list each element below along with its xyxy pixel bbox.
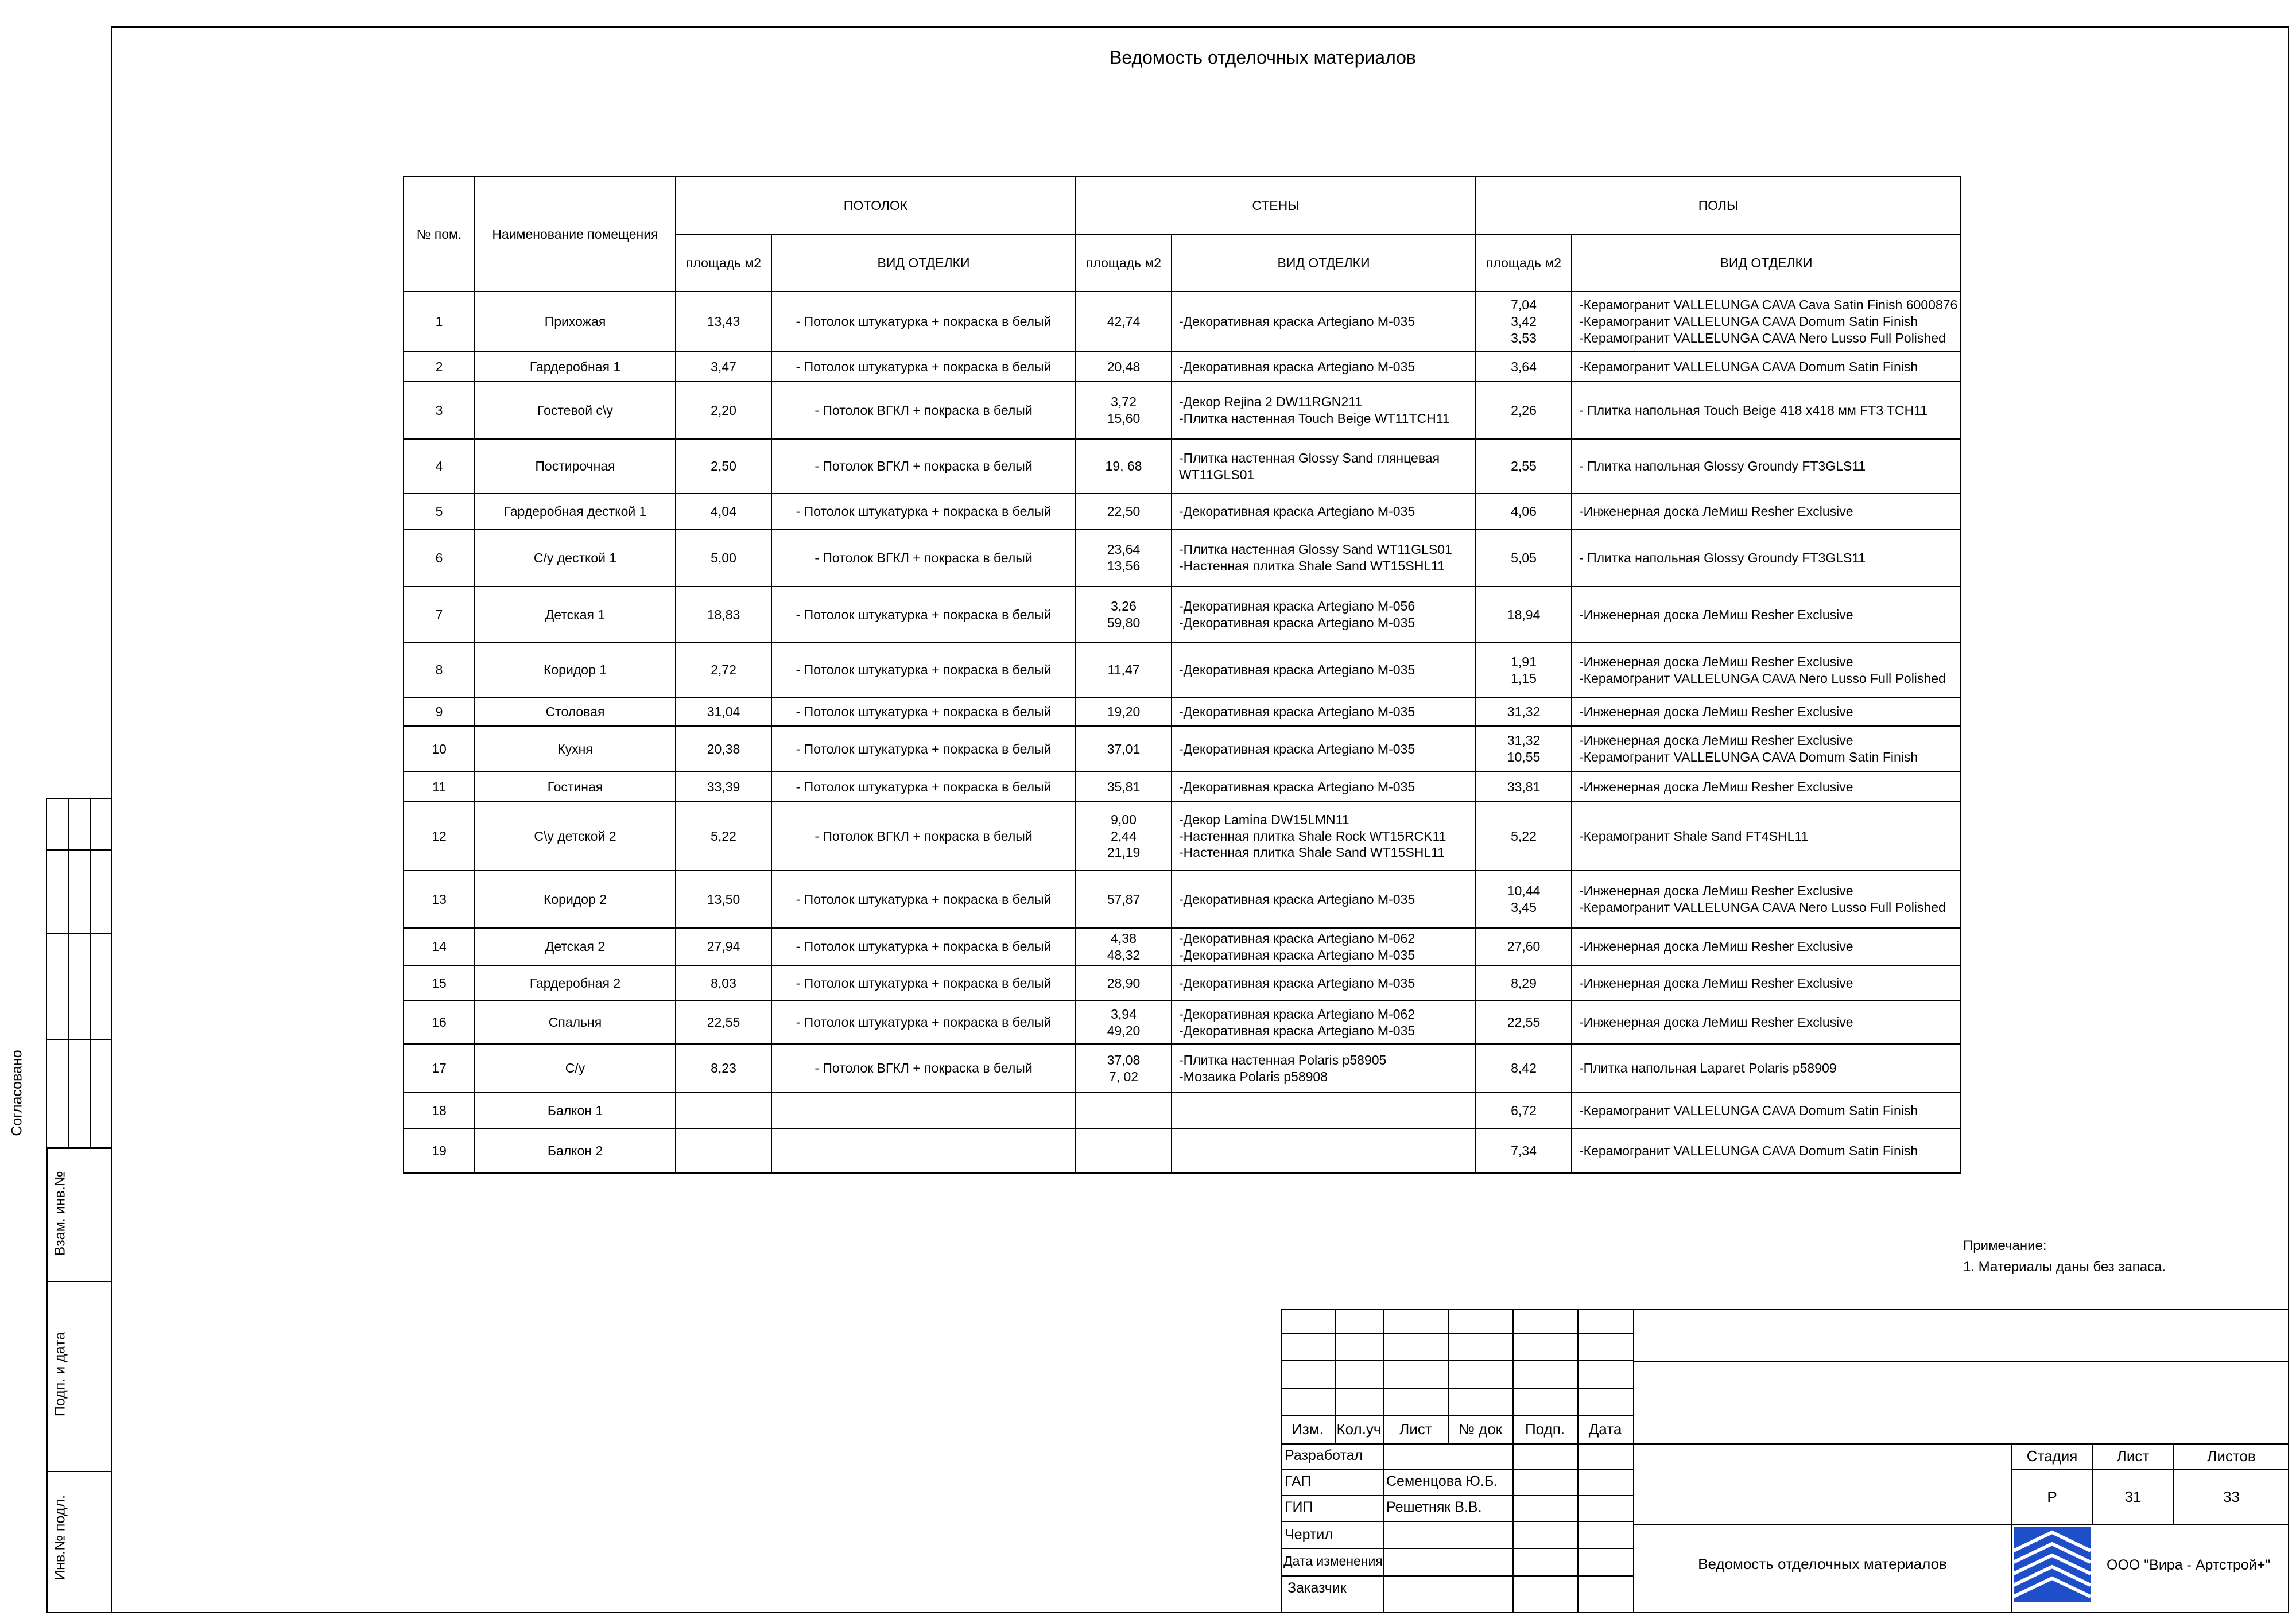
- table-row: [404, 439, 1961, 494]
- cell-walls-finish: -Декоративная краска Artegiano M-035: [1172, 697, 1476, 726]
- table-row: [404, 587, 1961, 643]
- cell-ceiling-finish: - Потолок штукатурка + покраска в белый: [771, 772, 1076, 802]
- cell-room-number: 5: [404, 494, 475, 529]
- cell-floors-finish: -Инженерная доска ЛеМиш Resher Exclusive: [1572, 697, 1961, 726]
- cell-ceiling-area: 5,00: [676, 529, 771, 587]
- cell-room-number: 15: [404, 965, 475, 1001]
- table-row: [404, 382, 1961, 439]
- cell-ceiling-area: 13,50: [676, 871, 771, 928]
- stamp-role-drawn: Чертил: [1285, 1527, 1333, 1543]
- cell-ceiling-finish: - Потолок штукатурка + покраска в белый: [771, 494, 1076, 529]
- cell-floors-area: 3,64: [1476, 352, 1572, 382]
- cell-room-number: 17: [404, 1044, 475, 1093]
- cell-floors-finish: -Керамогранит Shale Sand FT4SHL11: [1572, 802, 1961, 871]
- stamp-sheet-label: Лист: [2116, 1447, 2150, 1465]
- cell-floors-finish: -Плитка напольная Laparet Polaris p58909: [1572, 1044, 1961, 1093]
- header-room-name: Наименование помещения: [475, 177, 676, 292]
- cell-walls-area: 19, 68: [1076, 439, 1172, 494]
- cell-room-name: Детская 1: [475, 587, 676, 643]
- cell-walls-area: [1076, 1128, 1172, 1173]
- cell-floors-finish: -Керамогранит VALLELUNGA CAVA Domum Satin Finish: [1572, 352, 1961, 382]
- cell-floors-finish: -Инженерная доска ЛеМиш Resher Exclusive: [1572, 965, 1961, 1001]
- cell-walls-area: 37,01: [1076, 726, 1172, 772]
- stamp-drawing-title: Ведомость отделочных материалов: [1698, 1555, 1947, 1572]
- stamp-role-developer: Разработал: [1285, 1447, 1363, 1463]
- stamp-sheets-label: Листов: [2207, 1447, 2256, 1465]
- cell-floors-finish: -Керамогранит VALLELUNGA CAVA Domum Satin Finish: [1572, 1093, 1961, 1128]
- table-row: [404, 772, 1961, 802]
- cell-ceiling-finish: - Потолок штукатурка + покраска в белый: [771, 697, 1076, 726]
- cell-walls-finish: -Декоративная краска Artegiano M-035: [1172, 772, 1476, 802]
- cell-walls-area: 3,94 49,20: [1076, 1001, 1172, 1044]
- cell-room-name: Детская 2: [475, 928, 676, 965]
- finishing-schedule-table: [403, 176, 1961, 1174]
- table-row: [404, 697, 1961, 726]
- stamp-stage-value: Р: [2047, 1488, 2057, 1505]
- header-ceiling-finish: ВИД ОТДЕЛКИ: [771, 234, 1076, 292]
- cell-room-number: 9: [404, 697, 475, 726]
- cell-room-name: Коридор 2: [475, 871, 676, 928]
- table-row: [404, 494, 1961, 529]
- table-row: [404, 871, 1961, 928]
- cell-ceiling-area: 8,03: [676, 965, 771, 1001]
- cell-floors-area: 31,32: [1476, 697, 1572, 726]
- cell-room-number: 14: [404, 928, 475, 965]
- cell-walls-area: 20,48: [1076, 352, 1172, 382]
- stamp-col-sign: Подп.: [1525, 1420, 1565, 1438]
- cell-walls-finish: -Плитка настенная Polaris p58905 -Мозаика Polaris p58908: [1172, 1044, 1476, 1093]
- cell-walls-finish: -Декоративная краска Artegiano M-056 -Декоративная краска Artegiano M-035: [1172, 587, 1476, 643]
- cell-floors-area: 7,04 3,42 3,53: [1476, 292, 1572, 352]
- cell-walls-finish: -Декоративная краска Artegiano M-035: [1172, 965, 1476, 1001]
- cell-walls-finish: -Декоративная краска Artegiano M-035: [1172, 726, 1476, 772]
- table-row: [404, 726, 1961, 772]
- cell-walls-finish: -Плитка настенная Glossy Sand глянцевая WT11GLS01: [1172, 439, 1476, 494]
- cell-room-name: Столовая: [475, 697, 676, 726]
- cell-ceiling-area: 27,94: [676, 928, 771, 965]
- company-logo: [2014, 1527, 2091, 1602]
- table-row: [404, 292, 1961, 352]
- cell-ceiling-area: 8,23: [676, 1044, 771, 1093]
- cell-walls-area: 3,26 59,80: [1076, 587, 1172, 643]
- stamp-role-customer: Заказчик: [1287, 1580, 1347, 1596]
- stamp-col-sheet: Лист: [1399, 1420, 1432, 1438]
- cell-walls-finish: -Декор Rejina 2 DW11RGN211 -Плитка настенная Touch Beige WT11TCH11: [1172, 382, 1476, 439]
- cell-floors-finish: -Инженерная доска ЛеМиш Resher Exclusive: [1572, 1001, 1961, 1044]
- cell-ceiling-finish: - Потолок штукатурка + покраска в белый: [771, 587, 1076, 643]
- cell-ceiling-area: 2,72: [676, 643, 771, 697]
- stamp-company: ООО "Вира - Артстрой+": [2107, 1557, 2271, 1573]
- cell-ceiling-finish: - Потолок штукатурка + покраска в белый: [771, 871, 1076, 928]
- cell-room-number: 12: [404, 802, 475, 871]
- cell-room-number: 3: [404, 382, 475, 439]
- cell-room-number: 8: [404, 643, 475, 697]
- cell-room-number: 6: [404, 529, 475, 587]
- cell-walls-area: 9,00 2,44 21,19: [1076, 802, 1172, 871]
- cell-room-number: 10: [404, 726, 475, 772]
- cell-floors-area: 6,72: [1476, 1093, 1572, 1128]
- page-title: Ведомость отделочных материалов: [1110, 47, 1416, 68]
- cell-walls-area: 23,64 13,56: [1076, 529, 1172, 587]
- cell-room-name: Гардеробная 2: [475, 965, 676, 1001]
- cell-floors-finish: -Инженерная доска ЛеМиш Resher Exclusive -Керамогранит VALLELUNGA CAVA Nero Lusso Full Polished: [1572, 871, 1961, 928]
- cell-floors-finish: -Инженерная доска ЛеМиш Resher Exclusive: [1572, 772, 1961, 802]
- cell-room-number: 13: [404, 871, 475, 928]
- cell-ceiling-finish: - Потолок ВГКЛ + покраска в белый: [771, 529, 1076, 587]
- sign-date-label: Подп. и дата: [52, 1331, 68, 1417]
- table-row: [404, 1128, 1961, 1173]
- cell-ceiling-finish: - Потолок штукатурка + покраска в белый: [771, 292, 1076, 352]
- stamp-role-change-date: Дата изменения: [1283, 1554, 1383, 1568]
- cell-ceiling-finish: - Потолок ВГКЛ + покраска в белый: [771, 1044, 1076, 1093]
- inv-replace-label: Взам. инв.№: [52, 1171, 68, 1256]
- cell-floors-finish: -Керамогранит VALLELUNGA CAVA Cava Satin Finish 6000876 -Керамогранит VALLELUNGA CAVA Domum Satin Finish -Керамогранит VALLELUNGA CAVA Nero Lusso Full Polished: [1572, 292, 1961, 352]
- cell-floors-area: 2,55: [1476, 439, 1572, 494]
- cell-ceiling-area: [676, 1093, 771, 1128]
- cell-room-name: Гостевой с\у: [475, 382, 676, 439]
- cell-walls-finish: -Декоративная краска Artegiano M-062 -Декоративная краска Artegiano M-035: [1172, 928, 1476, 965]
- cell-walls-finish: -Декоративная краска Artegiano M-062 -Декоративная краска Artegiano M-035: [1172, 1001, 1476, 1044]
- cell-room-name: Балкон 1: [475, 1093, 676, 1128]
- cell-walls-finish: -Декоративная краска Artegiano M-035: [1172, 292, 1476, 352]
- cell-ceiling-area: 3,47: [676, 352, 771, 382]
- note: [1963, 1235, 2166, 1278]
- table-row: [404, 802, 1961, 871]
- cell-walls-area: 57,87: [1076, 871, 1172, 928]
- table-row: [404, 928, 1961, 965]
- cell-walls-finish: -Декоративная краска Artegiano M-035: [1172, 871, 1476, 928]
- note-text: 1. Материалы даны без запаса.: [1963, 1259, 2166, 1275]
- table-row: [404, 1001, 1961, 1044]
- cell-floors-finish: -Инженерная доска ЛеМиш Resher Exclusive: [1572, 928, 1961, 965]
- cell-ceiling-finish: - Потолок штукатурка + покраска в белый: [771, 726, 1076, 772]
- cell-ceiling-area: 2,20: [676, 382, 771, 439]
- cell-room-number: 18: [404, 1093, 475, 1128]
- table-row: [404, 1093, 1961, 1128]
- table-row: [404, 352, 1961, 382]
- stamp-col-doc: № док: [1458, 1420, 1503, 1438]
- cell-floors-area: 4,06: [1476, 494, 1572, 529]
- stamp-col-date: Дата: [1588, 1420, 1622, 1438]
- finishing-schedule-rows: [404, 292, 1961, 1173]
- cell-floors-area: 18,94: [1476, 587, 1572, 643]
- cell-ceiling-area: 22,55: [676, 1001, 771, 1044]
- cell-walls-area: 42,74: [1076, 292, 1172, 352]
- cell-walls-finish: -Декор Lamina DW15LMN11 -Настенная плитка Shale Rock WT15RCK11 -Настенная плитка Shale Sand WT15SHL11: [1172, 802, 1476, 871]
- table-row: [404, 643, 1961, 697]
- stamp-name-gip: Решетняк В.В.: [1386, 1499, 1482, 1515]
- cell-walls-finish: [1172, 1093, 1476, 1128]
- cell-floors-area: 33,81: [1476, 772, 1572, 802]
- header-walls-area: площадь м2: [1076, 234, 1172, 292]
- cell-room-number: 16: [404, 1001, 475, 1044]
- cell-room-name: С/у: [475, 1044, 676, 1093]
- cell-floors-finish: -Инженерная доска ЛеМиш Resher Exclusive: [1572, 494, 1961, 529]
- cell-ceiling-finish: - Потолок штукатурка + покраска в белый: [771, 965, 1076, 1001]
- header-floors: ПОЛЫ: [1476, 177, 1961, 234]
- cell-floors-finish: - Плитка напольная Glossy Groundy FT3GLS11: [1572, 529, 1961, 587]
- header-walls: СТЕНЫ: [1076, 177, 1476, 234]
- cell-ceiling-finish: - Потолок ВГКЛ + покраска в белый: [771, 439, 1076, 494]
- table-row: [404, 1044, 1961, 1093]
- stamp-sheets-value: 33: [2223, 1488, 2240, 1505]
- cell-room-number: 11: [404, 772, 475, 802]
- cell-room-name: С/у десткой 1: [475, 529, 676, 587]
- cell-floors-area: 8,29: [1476, 965, 1572, 1001]
- cell-room-name: Гостиная: [475, 772, 676, 802]
- cell-floors-area: 27,60: [1476, 928, 1572, 965]
- cell-room-number: 19: [404, 1128, 475, 1173]
- cell-walls-finish: [1172, 1128, 1476, 1173]
- cell-floors-area: 22,55: [1476, 1001, 1572, 1044]
- stamp-role-gip: ГИП: [1285, 1499, 1313, 1515]
- cell-room-name: Балкон 2: [475, 1128, 676, 1173]
- header-walls-finish: ВИД ОТДЕЛКИ: [1172, 234, 1476, 292]
- stamp-sheet-value: 31: [2124, 1488, 2142, 1505]
- cell-walls-area: 3,72 15,60: [1076, 382, 1172, 439]
- cell-room-name: Кухня: [475, 726, 676, 772]
- cell-room-name: Постирочная: [475, 439, 676, 494]
- cell-floors-area: 8,42: [1476, 1044, 1572, 1093]
- cell-walls-area: 35,81: [1076, 772, 1172, 802]
- cell-ceiling-area: 13,43: [676, 292, 771, 352]
- cell-floors-finish: -Инженерная доска ЛеМиш Resher Exclusive -Керамогранит VALLELUNGA CAVA Nero Lusso Full Polished: [1572, 643, 1961, 697]
- agreed-label: Согласовано: [9, 1050, 25, 1136]
- cell-room-number: 1: [404, 292, 475, 352]
- cell-ceiling-finish: [771, 1128, 1076, 1173]
- cell-floors-finish: - Плитка напольная Glossy Groundy FT3GLS11: [1572, 439, 1961, 494]
- cell-ceiling-finish: - Потолок штукатурка + покраска в белый: [771, 352, 1076, 382]
- cell-ceiling-finish: - Потолок штукатурка + покраска в белый: [771, 928, 1076, 965]
- cell-walls-area: 4,38 48,32: [1076, 928, 1172, 965]
- table-row: [404, 965, 1961, 1001]
- table-row: [404, 529, 1961, 587]
- stamp-col-qty: Кол.уч: [1336, 1420, 1382, 1438]
- cell-floors-finish: -Керамогранит VALLELUNGA CAVA Domum Satin Finish: [1572, 1128, 1961, 1173]
- cell-ceiling-area: [676, 1128, 771, 1173]
- cell-ceiling-finish: [771, 1093, 1076, 1128]
- cell-room-name: Гардеробная 1: [475, 352, 676, 382]
- cell-floors-area: 7,34: [1476, 1128, 1572, 1173]
- cell-ceiling-finish: - Потолок штукатурка + покраска в белый: [771, 1001, 1076, 1044]
- cell-room-name: Прихожая: [475, 292, 676, 352]
- cell-ceiling-area: 31,04: [676, 697, 771, 726]
- inv-orig-label: Инв.№ подл.: [52, 1495, 68, 1581]
- stamp-role-gap: ГАП: [1285, 1473, 1312, 1489]
- cell-room-name: С\у детской 2: [475, 802, 676, 871]
- header-ceiling-area: площадь м2: [676, 234, 771, 292]
- cell-floors-finish: -Инженерная доска ЛеМиш Resher Exclusive -Керамогранит VALLELUNGA CAVA Domum Satin Finish: [1572, 726, 1961, 772]
- cell-room-number: 4: [404, 439, 475, 494]
- cell-ceiling-area: 20,38: [676, 726, 771, 772]
- cell-walls-area: 22,50: [1076, 494, 1172, 529]
- header-room-number: № пом.: [404, 177, 475, 292]
- cell-room-name: Коридор 1: [475, 643, 676, 697]
- cell-walls-area: 11,47: [1076, 643, 1172, 697]
- cell-ceiling-finish: - Потолок ВГКЛ + покраска в белый: [771, 382, 1076, 439]
- cell-walls-area: 28,90: [1076, 965, 1172, 1001]
- cell-floors-area: 10,44 3,45: [1476, 871, 1572, 928]
- cell-ceiling-finish: - Потолок штукатурка + покраска в белый: [771, 643, 1076, 697]
- cell-ceiling-area: 33,39: [676, 772, 771, 802]
- cell-walls-finish: -Плитка настенная Glossy Sand WT11GLS01 -Настенная плитка Shale Sand WT15SHL11: [1172, 529, 1476, 587]
- cell-walls-finish: -Декоративная краска Artegiano M-035: [1172, 352, 1476, 382]
- cell-room-number: 7: [404, 587, 475, 643]
- cell-floors-area: 2,26: [1476, 382, 1572, 439]
- cell-walls-finish: -Декоративная краска Artegiano M-035: [1172, 494, 1476, 529]
- stamp-col-change: Изм.: [1292, 1420, 1324, 1438]
- cell-floors-area: 5,05: [1476, 529, 1572, 587]
- cell-ceiling-finish: - Потолок ВГКЛ + покраска в белый: [771, 802, 1076, 871]
- cell-floors-finish: - Плитка напольная Touch Beige 418 x418 мм FT3 TCH11: [1572, 382, 1961, 439]
- header-floors-finish: ВИД ОТДЕЛКИ: [1572, 234, 1961, 292]
- cell-ceiling-area: 2,50: [676, 439, 771, 494]
- cell-ceiling-area: 4,04: [676, 494, 771, 529]
- cell-floors-finish: -Инженерная доска ЛеМиш Resher Exclusive: [1572, 587, 1961, 643]
- cell-room-name: Спальня: [475, 1001, 676, 1044]
- cell-room-name: Гардеробная десткой 1: [475, 494, 676, 529]
- cell-ceiling-area: 5,22: [676, 802, 771, 871]
- header-floors-area: площадь м2: [1476, 234, 1572, 292]
- header-ceiling: ПОТОЛОК: [676, 177, 1076, 234]
- cell-room-number: 2: [404, 352, 475, 382]
- cell-floors-area: 5,22: [1476, 802, 1572, 871]
- cell-walls-finish: -Декоративная краска Artegiano M-035: [1172, 643, 1476, 697]
- cell-floors-area: 31,32 10,55: [1476, 726, 1572, 772]
- note-title: Примечание:: [1963, 1238, 2047, 1253]
- stamp-stage-label: Стадия: [2026, 1447, 2078, 1465]
- cell-walls-area: 19,20: [1076, 697, 1172, 726]
- cell-floors-area: 1,91 1,15: [1476, 643, 1572, 697]
- stamp-name-gap: Семенцова Ю.Б.: [1386, 1473, 1498, 1489]
- cell-ceiling-area: 18,83: [676, 587, 771, 643]
- cell-walls-area: [1076, 1093, 1172, 1128]
- cell-walls-area: 37,08 7, 02: [1076, 1044, 1172, 1093]
